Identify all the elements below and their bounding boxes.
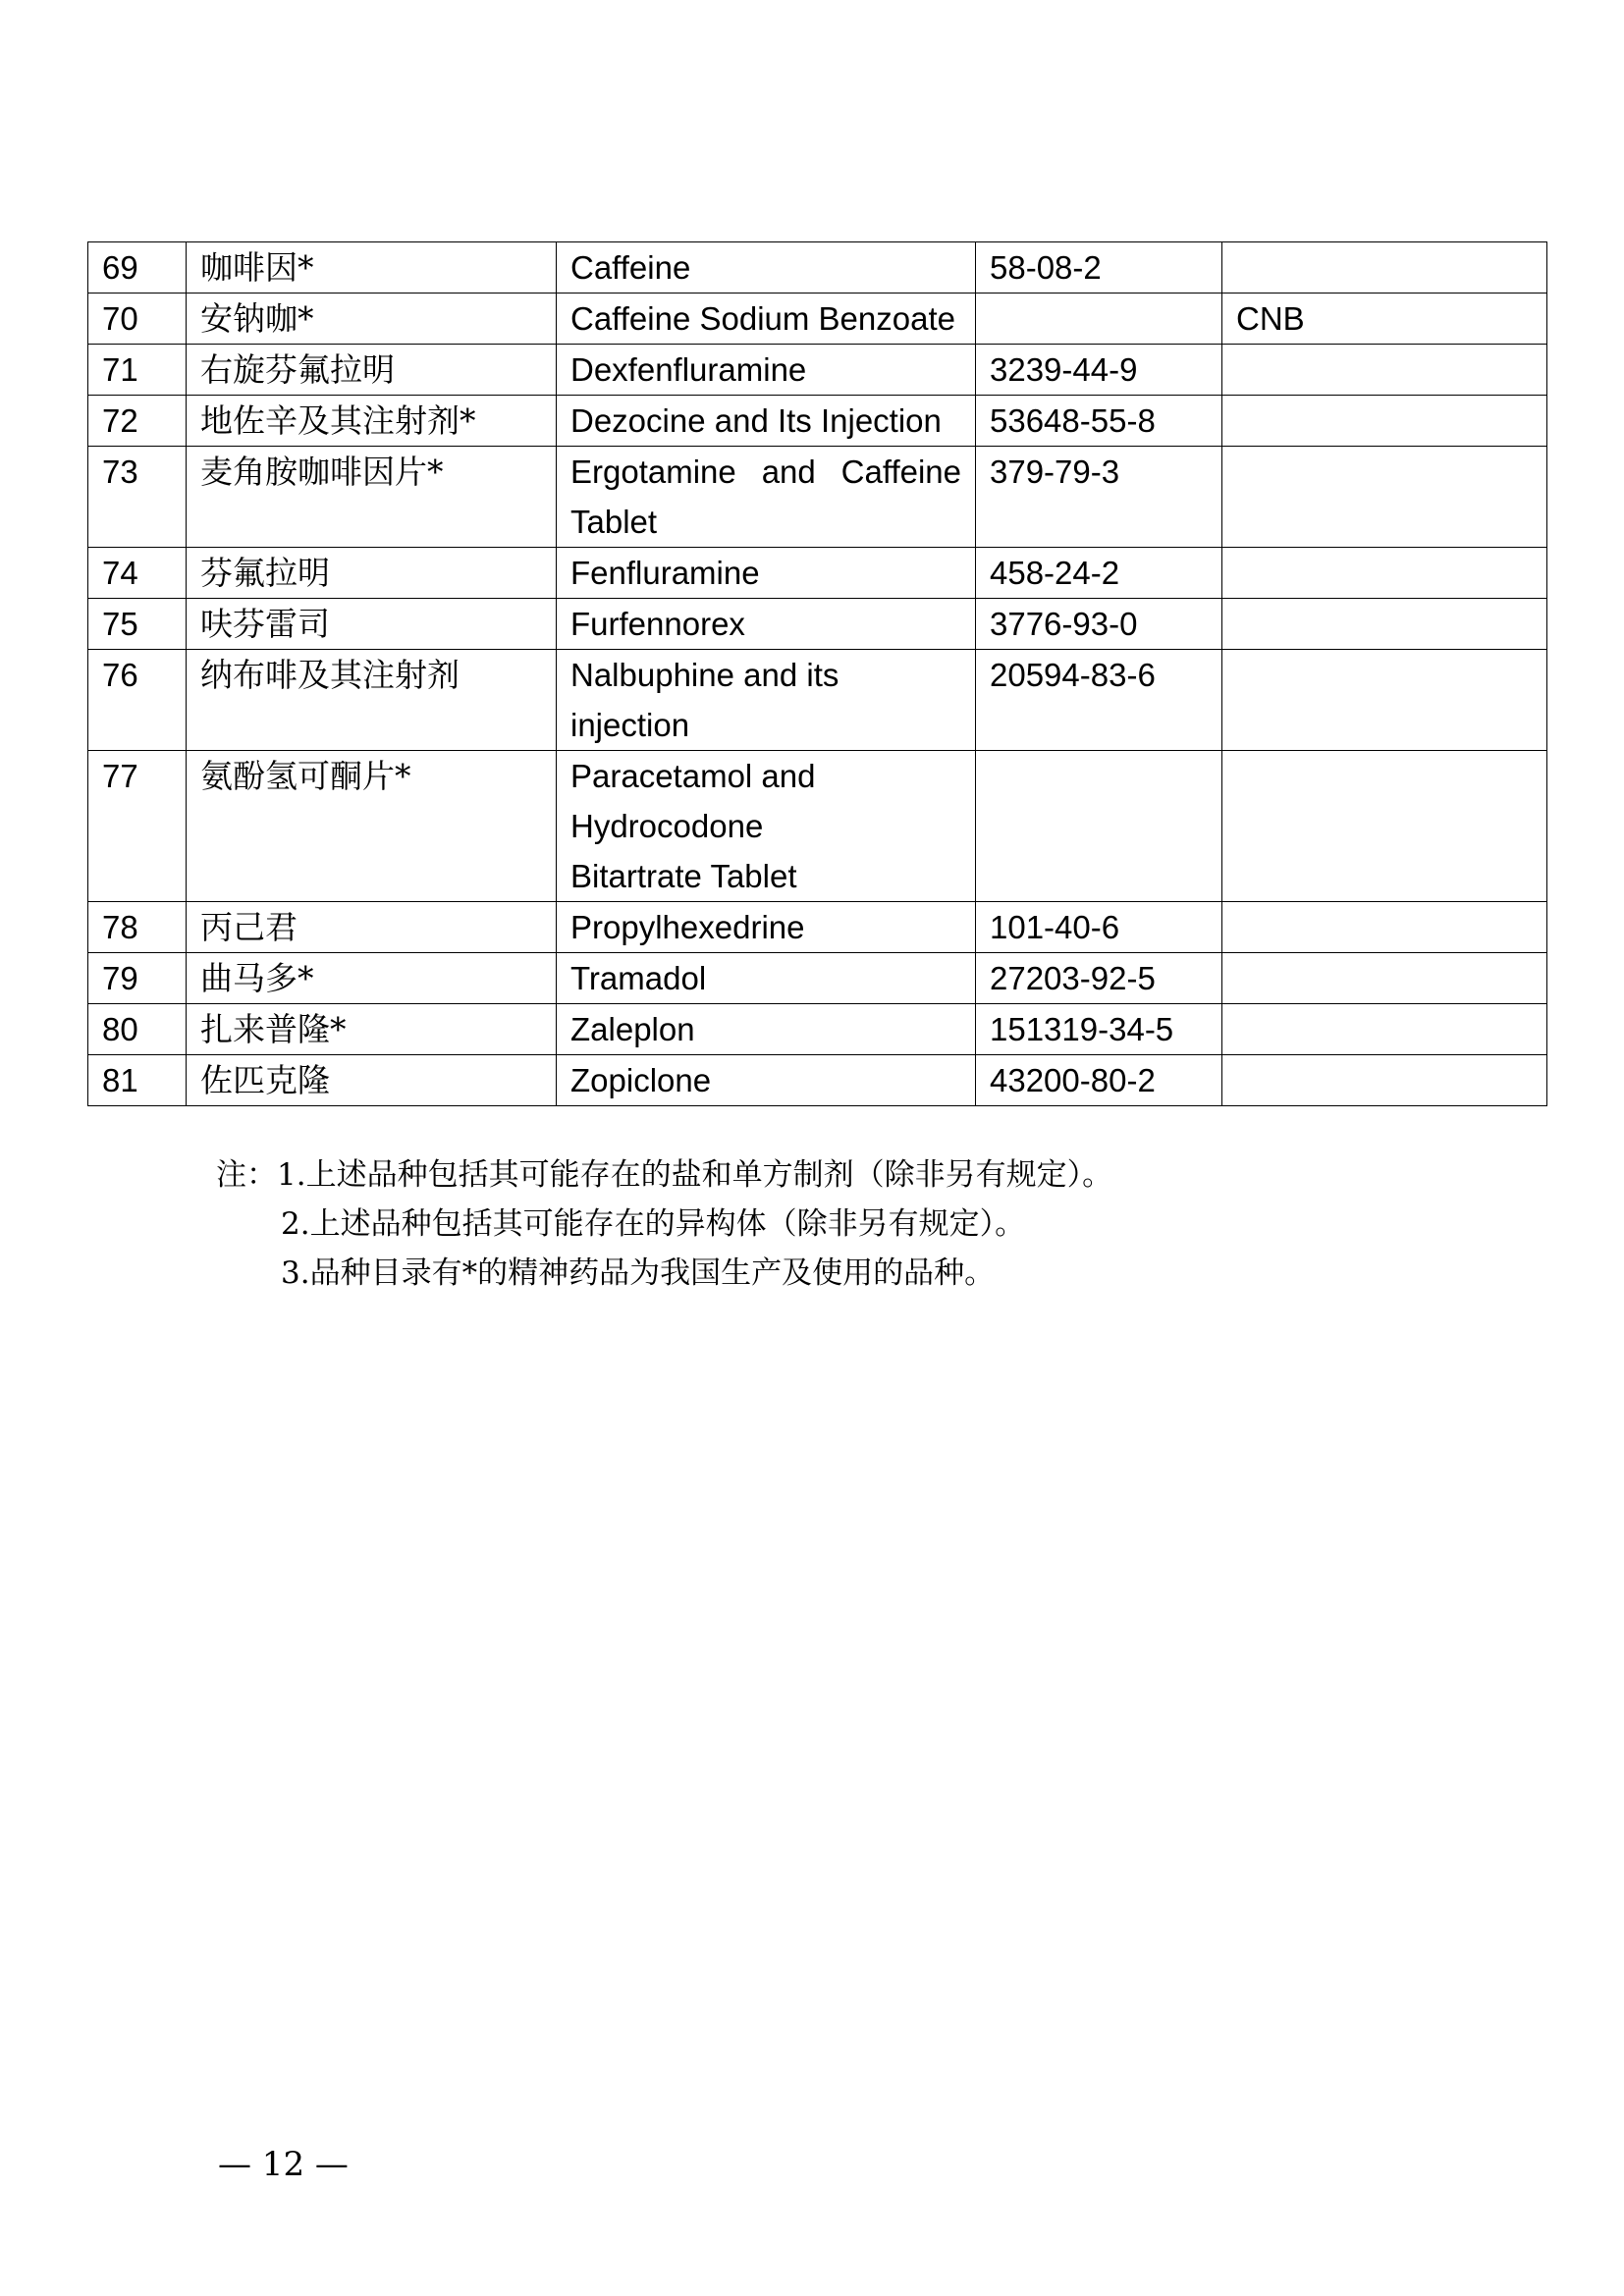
remark <box>1222 345 1547 396</box>
cas-number: 458-24-2 <box>976 548 1222 599</box>
row-number: 74 <box>88 548 187 599</box>
row-number: 72 <box>88 396 187 447</box>
table-row <box>88 447 1547 548</box>
table-row <box>88 751 1547 902</box>
row-number: 70 <box>88 294 187 345</box>
row-number: 80 <box>88 1004 187 1055</box>
footnotes <box>216 1150 1492 1298</box>
english-name: Fenfluramine <box>557 548 976 599</box>
chinese-name: 氨酚氢可酮片* <box>187 751 557 902</box>
chinese-name: 咖啡因* <box>187 242 557 294</box>
cas-number <box>976 751 1222 902</box>
chinese-name: 芬氟拉明 <box>187 548 557 599</box>
table-row <box>88 902 1547 953</box>
row-number: 75 <box>88 599 187 650</box>
chinese-name: 右旋芬氟拉明 <box>187 345 557 396</box>
footnote-3: 3.品种目录有*的精神药品为我国生产及使用的品种。 <box>281 1255 996 1291</box>
footnote-2: 2.上述品种包括其可能存在的异构体（除非另有规定）。 <box>281 1206 1026 1242</box>
remark <box>1222 242 1547 294</box>
english-name: Caffeine <box>557 242 976 294</box>
english-name: Furfennorex <box>557 599 976 650</box>
table-row <box>88 294 1547 345</box>
remark <box>1222 902 1547 953</box>
row-number: 78 <box>88 902 187 953</box>
cas-number: 58-08-2 <box>976 242 1222 294</box>
remark <box>1222 1055 1547 1106</box>
english-name: Caffeine Sodium Benzoate <box>557 294 976 345</box>
table-row <box>88 242 1547 294</box>
remark <box>1222 599 1547 650</box>
remark <box>1222 548 1547 599</box>
table-row <box>88 396 1547 447</box>
table-row <box>88 650 1547 751</box>
cas-number: 151319-34-5 <box>976 1004 1222 1055</box>
cas-number: 3776-93-0 <box>976 599 1222 650</box>
table-body <box>88 242 1547 1106</box>
row-number: 81 <box>88 1055 187 1106</box>
cas-number <box>976 294 1222 345</box>
cas-number: 3239-44-9 <box>976 345 1222 396</box>
remark <box>1222 1004 1547 1055</box>
english-name: Ergotamine and Caffeine Tablet <box>557 447 976 548</box>
row-number: 71 <box>88 345 187 396</box>
chinese-name: 扎来普隆* <box>187 1004 557 1055</box>
chinese-name: 安钠咖* <box>187 294 557 345</box>
cas-number: 379-79-3 <box>976 447 1222 548</box>
chinese-name: 呋芬雷司 <box>187 599 557 650</box>
table-row <box>88 1055 1547 1106</box>
cas-number: 53648-55-8 <box>976 396 1222 447</box>
english-name: Zaleplon <box>557 1004 976 1055</box>
chinese-name: 佐匹克隆 <box>187 1055 557 1106</box>
chinese-name: 丙己君 <box>187 902 557 953</box>
remark <box>1222 751 1547 902</box>
remark: CNB <box>1222 294 1547 345</box>
remark <box>1222 396 1547 447</box>
footnote-1: 注：1.上述品种包括其可能存在的盐和单方制剂（除非另有规定）。 <box>216 1157 1113 1193</box>
english-name: Tramadol <box>557 953 976 1004</box>
chinese-name: 曲马多* <box>187 953 557 1004</box>
row-number: 69 <box>88 242 187 294</box>
cas-number: 20594-83-6 <box>976 650 1222 751</box>
chinese-name: 地佐辛及其注射剂* <box>187 396 557 447</box>
remark <box>1222 953 1547 1004</box>
table-row <box>88 953 1547 1004</box>
cas-number: 101-40-6 <box>976 902 1222 953</box>
cas-number: 27203-92-5 <box>976 953 1222 1004</box>
row-number: 77 <box>88 751 187 902</box>
page-number: — 12 — <box>218 2145 349 2184</box>
english-name: Propylhexedrine <box>557 902 976 953</box>
remark <box>1222 650 1547 751</box>
english-name: Paracetamol and Hydrocodone Bitartrate Tablet <box>557 751 976 902</box>
remark <box>1222 447 1547 548</box>
psychotropic-drug-table <box>87 241 1547 1106</box>
english-name: Dezocine and Its Injection <box>557 396 976 447</box>
row-number: 79 <box>88 953 187 1004</box>
chinese-name: 麦角胺咖啡因片* <box>187 447 557 548</box>
english-name: Dexfenfluramine <box>557 345 976 396</box>
english-name: Zopiclone <box>557 1055 976 1106</box>
table-row <box>88 1004 1547 1055</box>
row-number: 73 <box>88 447 187 548</box>
table-row <box>88 599 1547 650</box>
row-number: 76 <box>88 650 187 751</box>
table-row <box>88 548 1547 599</box>
cas-number: 43200-80-2 <box>976 1055 1222 1106</box>
chinese-name: 纳布啡及其注射剂 <box>187 650 557 751</box>
table-row <box>88 345 1547 396</box>
english-name: Nalbuphine and its injection <box>557 650 976 751</box>
